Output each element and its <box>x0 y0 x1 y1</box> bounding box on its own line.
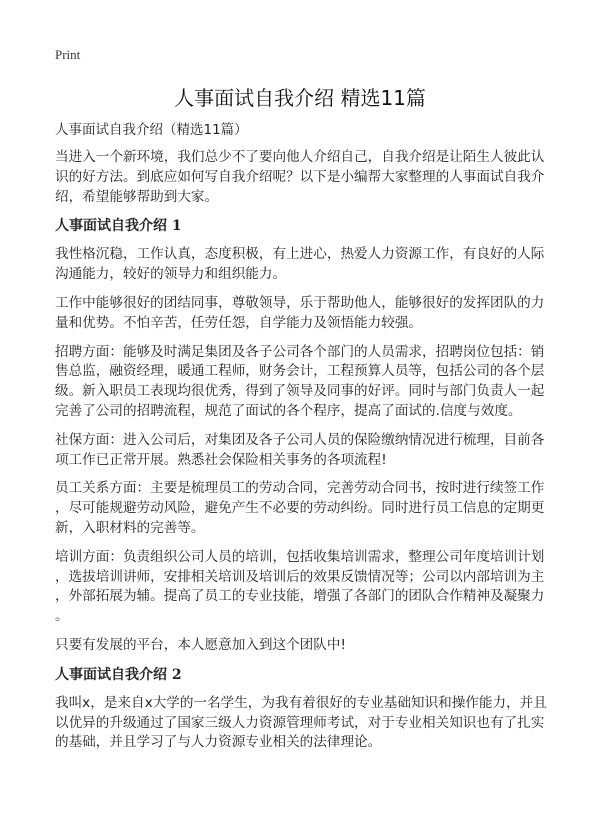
paragraph <box>55 343 555 422</box>
text-line: ，尽可能规避劳动风险，避免产生不必要的劳动纠纷。同时进行员工信息的定期更 <box>55 500 545 517</box>
paragraph <box>55 479 555 538</box>
text-line: 我性格沉稳，工作认真，态度积极，有上进心，热爱人力资源工作，有良好的人际 <box>55 246 545 263</box>
text-line: ，外部拓展为辅。提高了员工的专业技能，增强了各部门的团队合作精神及凝聚力 <box>55 588 545 605</box>
text-line: 完善了公司的招聘流程，规范了面试的各个程序，提高了面试的.信度与效度。 <box>55 402 522 419</box>
text-line: 级。新入职员工表现均很优秀，得到了领导及同事的好评。同时与部门负责人一起 <box>55 383 545 400</box>
text-line: 当进入一个新环境，我们总少不了要向他人介绍自己，自我介绍是让陌生人彼此认 <box>55 149 545 165</box>
text-line: 量和优势。不怕辛苦，任劳任怨，自学能力及领悟能力较强。 <box>55 314 423 331</box>
text-line: 。 <box>55 608 69 625</box>
text-line: 识的好方法。到底应如何写自我介绍呢？以下是小编帮大家整理的人事面试自我介 <box>55 168 545 185</box>
intro-paragraph <box>55 148 555 207</box>
paragraph <box>55 694 555 753</box>
paragraph <box>55 245 555 285</box>
text-line: 工作中能够很好的团结同事，尊敬领导，乐于帮助他人，能够很好的发挥团队的力 <box>55 294 545 311</box>
text-line: 绍，希望能够帮助到大家。 <box>55 188 219 205</box>
paragraph <box>55 294 555 334</box>
section-heading: 人事面试自我介绍 1 <box>55 218 182 235</box>
document-body <box>55 120 555 762</box>
text-line: 招聘方面：能够及时满足集团及各子公司各个部门的人员需求，招聘岗位包括：销 <box>55 343 545 360</box>
text-line: 只要有发展的平台，本人愿意加入到这个团队中! <box>55 636 346 653</box>
section-heading: 人事面试自我介绍 2 <box>55 666 182 683</box>
paragraph <box>55 548 555 627</box>
text-line: 我叫x，是来自x大学的一名学生，为我有着很好的专业基础知识和操作能力，并且 <box>55 694 547 711</box>
page-title: 人事面试自我介绍 精选11篇 <box>174 86 426 110</box>
text-line: 社保方面：进入公司后，对集团及各子公司人员的保险缴纳情况进行梳理，目前各 <box>55 431 545 448</box>
text-line: 员工关系方面：主要是梳理员工的劳动合同，完善劳动合同书，按时进行续签工作 <box>55 480 545 497</box>
text-line: 沟通能力，较好的领导力和组织能力。 <box>55 266 287 283</box>
paragraph <box>55 636 555 656</box>
text-line: 以优异的升级通过了国家三级人力资源管理师考试，对于专业相关知识也有了扎实 <box>55 714 545 731</box>
text-line: 项工作已正常开展。熟悉社会保险相关事务的各项流程! <box>55 451 387 468</box>
paragraph <box>55 431 555 471</box>
print-link[interactable]: Print <box>55 47 81 62</box>
document-subtitle: 人事面试自我介绍（精选11篇） <box>55 122 248 138</box>
text-line: ，选拔培训讲师，安排相关培训及培训后的效果反馈情况等；公司以内部培训为主 <box>55 568 545 585</box>
text-line: 培训方面：负责组织公司人员的培训，包括收集培训需求，整理公司年度培训计划 <box>55 548 545 565</box>
text-line: 的基础，并且学习了与人力资源专业相关的法律理论。 <box>55 734 382 751</box>
text-line: 新，入职材料的完善等。 <box>55 519 205 536</box>
text-line: 售总监，融资经理，暖通工程师，财务会计，工程预算人员等，包括公司的各个层 <box>55 363 545 380</box>
